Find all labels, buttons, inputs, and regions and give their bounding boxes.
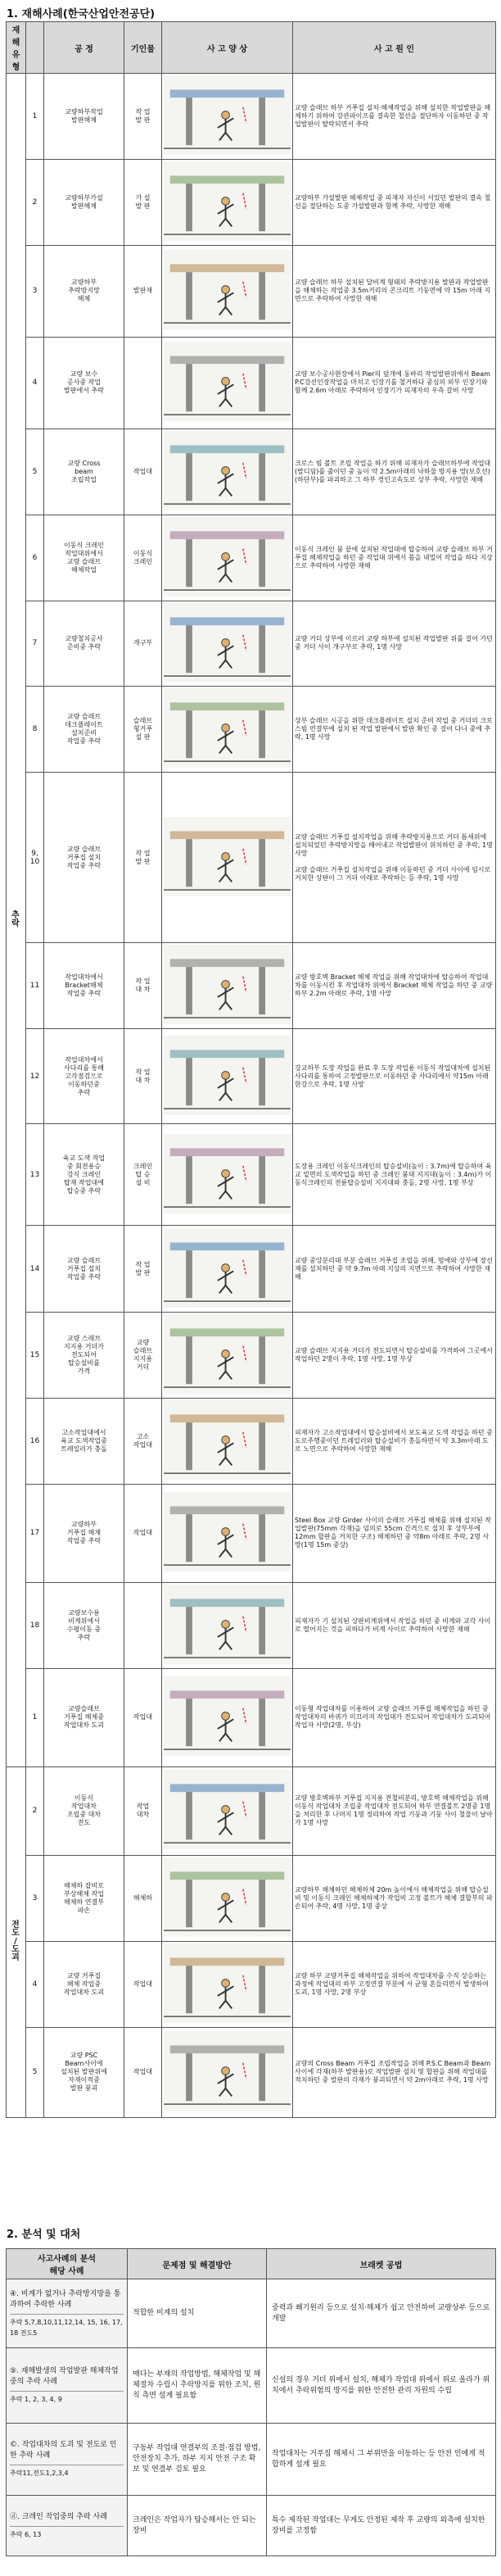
- column-header: 문제점 및 해결방안: [128, 2249, 267, 2279]
- cause-cell: 피재자가 고소작업대에서 탑승설비에서 보도육교 도색 작업을 하던 중 도로주행중이던 트레일러와 탑승설비가 충돌하면서 약 3.3m아래 도로 노면으로 추락하여 사망한 재해: [293, 1399, 496, 1485]
- cause-cell: 교량 슬래브 하부 거푸집 설치·해체작업을 위해 설치한 작업발판을 해체하기 위하여 강관파이프를 결속한 철선을 절단하자 이동하던 중 작업발판이 탈락되면서 추락: [293, 74, 496, 160]
- process-cell: 교량하부 거푸집 해체 작업중 추락: [44, 1484, 124, 1582]
- accident-sketch-image: [164, 1857, 291, 1937]
- equipment-cell: [124, 337, 162, 429]
- case-condition-cell: [7, 2348, 128, 2424]
- cause-cell: 교량 방호벽 Bracket 해체 작업을 위해 작업대차에 탑승하여 작업대차를 이동시킨 후 작업대차 위에서 Bracket 해체 작업을 하던 중 교량 하부 2.2m 아래로 추락, 1명 사망: [293, 943, 496, 1029]
- accident-illustration: [162, 1029, 293, 1124]
- equipment-cell: 교량 슬래브 지지용 거더: [124, 1313, 162, 1399]
- equipment-cell: 작업 대차: [124, 1766, 162, 1855]
- equipment-cell: 작업대: [124, 429, 162, 515]
- cause-cell: 피재자가 기 설치된 상판비계위에서 작업을 하던 중 비계와 교각 사이로 떨어지는 것을 피하다가 비계 사이로 추락하여 사망한 재해: [293, 1582, 496, 1668]
- table-header-row: [7, 2249, 496, 2279]
- process-cell: 교량하부가설 발판해체: [44, 159, 124, 245]
- table-row: [7, 1668, 496, 1766]
- table-row: [7, 1941, 496, 2027]
- accident-sketch-image: [164, 517, 291, 596]
- process-cell: 이동식 작업대차 조립중 대차 전도: [44, 1766, 124, 1855]
- accident-sketch-image: [164, 1314, 291, 1394]
- case-condition-cell: [7, 2496, 128, 2556]
- accident-sketch-image: [164, 1943, 291, 2023]
- table-row: [7, 1313, 496, 1399]
- equipment-cell: 이동식 크레인: [124, 515, 162, 601]
- case-number: 5: [26, 2027, 44, 2117]
- accident-illustration: [162, 515, 293, 601]
- case-number: 11: [26, 943, 44, 1029]
- accident-cases-table: [6, 21, 496, 2118]
- cause-cell: 교량 하부 교량거푸집 해체작업을 위하여 작업대차를 수직 상승하는 과정에 작업대의 하부 고정연결 부분에 서 균형 흔들리면서 발생하여 도괴, 1명 사망, 2명 부상: [293, 1941, 496, 2027]
- process-cell: 교량 Cross beam 조립작업: [44, 429, 124, 515]
- problem-solution-cell: 매다는 부재의 작업방법, 해체작업 및 해체절차 수립시 추락방지를 위한 조치, 원칙 측면 설계 필요함: [128, 2348, 267, 2424]
- accident-illustration: [162, 1855, 293, 1941]
- bracket-method-cell: 중력과 쐐기원리 등으로 설치·해체가 쉽고 안전하여 교량상부 등으로 개발: [267, 2279, 496, 2348]
- equipment-cell: [124, 1582, 162, 1668]
- case-condition: ©. 작업대차의 도괴 및 전도로 인한 추락 사례: [10, 2441, 117, 2460]
- accident-illustration: [162, 943, 293, 1029]
- equipment-cell: 작업대: [124, 1668, 162, 1766]
- accident-illustration: [162, 1582, 293, 1668]
- case-number: 4: [26, 337, 44, 429]
- cause-cell: Steel Box 교량 Girder 사이의 슬래브 거푸집 해체를 위해 설치된 작업발판(75mm 각재)을 임의로 55cm 간격으로 설치 후 상부부에 12mm 합판을 거치한 구조) 해체하던 중 약8m 아래로 추락, 2명 사망(1명 15m 중상): [293, 1484, 496, 1582]
- cause-cell: 교량의 Cross Beam 거푸집 조립작업을 위해 P.S.C Beam과 Beam 사이에 각재(하부 발판용)로 작업발판 설치 및 합판을 위해 작업대를 적치하던 중 발판의 각재가 붕괴되면서 약 2m아래로 추락, 1명 사망: [293, 2027, 496, 2117]
- accident-illustration: [162, 245, 293, 337]
- case-number: 14: [26, 1226, 44, 1313]
- problem-solution-cell: 적합한 비계의 설치: [128, 2279, 267, 2348]
- accident-illustration: [162, 1313, 293, 1399]
- cause-cell: 교량하부 해체하던 해체하체 20m 높이에서 해체작업을 위해 탑승설비 및 이동식 크레인 해체하체가 작업비 고정 볼트가 해체 결합부의 파손되어 추락, 4명 사망, 1명 중상: [293, 1855, 496, 1941]
- table-row: [7, 245, 496, 337]
- case-number: 3: [26, 245, 44, 337]
- accident-type-cell: 추 락: [7, 74, 26, 1767]
- process-cell: 작업대차에서 사다리를 통해 고각점검으로 이동하던중 추락: [44, 1029, 124, 1124]
- process-cell: 교량보수용 비계위에서 수평이동 중 추락: [44, 1582, 124, 1668]
- table-row: [7, 773, 496, 943]
- accident-illustration: [162, 1124, 293, 1226]
- equipment-cell: 작 업 대 차: [124, 1029, 162, 1124]
- accident-illustration: [162, 159, 293, 245]
- equipment-cell: 작 업 발 판: [124, 1226, 162, 1313]
- accident-illustration: [162, 2027, 293, 2117]
- cause-cell: 교량 중앙분리대 부분 슬래브 거푸집 조립을 위해, 멍에와 상부에 장선재를 설치하던 중 약 9.7m 아래 지상의 지면으로 추락하여 사망한 재해: [293, 1226, 496, 1313]
- table-row: [7, 515, 496, 601]
- bracket-method-cell: 신설의 경우 거더 위에서 설치, 해체가 작업대 위에서 위로 올라가 위치에서 추락위험의 방지를 위한 안전한 관리 차원의 수립: [267, 2348, 496, 2424]
- table-row: [7, 2496, 496, 2556]
- problem-solution-cell: 크레인은 작업자가 탑승해서는 안 되는 장비: [128, 2496, 267, 2556]
- column-header: [26, 22, 44, 74]
- accident-sketch-image: [164, 688, 291, 768]
- case-number: 13: [26, 1124, 44, 1226]
- accident-sketch-image: [164, 817, 291, 896]
- process-cell: 교량 슬래브 데크플레이트 설치준비 작업중 추락: [44, 687, 124, 773]
- bracket-method-cell: 작업대차는 거푸집 해체시 그 부위만을 이동하는 등 안전 인에게 적합하게 설계 필요: [267, 2424, 496, 2496]
- analysis-section-heading: 2. 분석 및 대처: [7, 2229, 81, 2241]
- column-header: 재해 유형: [7, 22, 26, 74]
- accident-section-heading: 1. 재해사례(한국산업안전공단): [7, 8, 156, 20]
- accident-illustration: [162, 337, 293, 429]
- cause-cell: 상부 슬래브 시공을 위한 데크플레이트 설치 준비 작업 중 거더의 크로스빔 연결부에 설치 된 작업 발판에서 발판 확인 중 걸어 다니 중에 추락, 1명 사망: [293, 687, 496, 773]
- cause-cell: 교량 슬래브 하부 설치된 달비계 형태의 추락방지용 발판과 작업발판을 해체하는 작업중 3.5m거리의 콘크리트 기둥면에 약 15m 아래 지면으로 추락하여 사망한 재해: [293, 245, 496, 337]
- accident-sketch-image: [164, 342, 291, 421]
- table-row: [7, 687, 496, 773]
- accident-illustration: [162, 1668, 293, 1766]
- column-header: 기인물: [124, 22, 162, 74]
- cause-cell: 교량 슬래브 거푸집 설치작업을 위해 추락방지용으로 거더 틈새위에 설치되었던 추락방지망을 떼어내고 작업발판이 위치하던 중 추락, 1명 사망 교량 슬래브 거푸집 설치작업을 위해 이동하던 중 거더 사이에 임시로 거치한 상판이 그 거더 아래로 추락하는 등 추락, 1명 사망: [293, 773, 496, 943]
- accident-illustration: [162, 1226, 293, 1313]
- table-row: [7, 74, 496, 160]
- equipment-cell: 작 업 발 판: [124, 74, 162, 160]
- process-cell: 작업대차에서 Bracket해체 작업중 추락: [44, 943, 124, 1029]
- table-row: [7, 159, 496, 245]
- process-cell: 교량 거푸집 해체 작업중 작업대차 도괴: [44, 1941, 124, 2027]
- table-row: [7, 2424, 496, 2496]
- process-cell: 육교 도색 작업 중 회전용승 강식 크레인 탑재 작업대에 탑승중 추락: [44, 1124, 124, 1226]
- case-number: 1: [26, 74, 44, 160]
- table-row: [7, 1124, 496, 1226]
- table-row: [7, 2348, 496, 2424]
- accident-sketch-image: [164, 1036, 291, 1115]
- accident-illustration: [162, 687, 293, 773]
- accident-illustration: [162, 1484, 293, 1582]
- table-row: [7, 429, 496, 515]
- cause-cell: 교량 방호벽하부 거푸집 지지용 전철비분리, 방호벽 해체작업을 위해 이동식 작업대차 조립중 작업대차 전도되어 하부 연결볼트 2명중 1명을 처리한 후 나머지 1명 정리하여 작업 기둥과 기둥 사이 철물이 날아가 1명 사망: [293, 1766, 496, 1855]
- cause-cell: 교량 보수공사현장에서 Pier의 덮개에 동바리 작업발판위에서 Beam P.C강선인장작업을 마치고 인장기를 철거하다 중심의 외부 인장기와 함께 2.6m 아래로 추락하여 인장기가 피재자의 우측 갈비 사망: [293, 337, 496, 429]
- accident-sketch-image: [164, 2031, 291, 2111]
- table-row: [7, 2027, 496, 2117]
- equipment-cell: 개구부: [124, 601, 162, 687]
- case-numbers: 추락 5,7,8,10,11,12,14, 15, 16, 17, 18 전도5: [10, 2314, 124, 2338]
- equipment-cell: 크레인 탑 승 설 비: [124, 1124, 162, 1226]
- table-row: [7, 943, 496, 1029]
- accident-illustration: [162, 74, 293, 160]
- case-number: 3: [26, 1855, 44, 1941]
- process-cell: 이동식 크레인 작업대위에서 교량 슬래브 해체작업: [44, 515, 124, 601]
- case-number: 2: [26, 1766, 44, 1855]
- accident-illustration: [162, 1399, 293, 1485]
- table-row: [7, 2279, 496, 2348]
- process-cell: 교량 PSC Beam사이에 설치된 발판위에 자재이적중 발판 붕괴: [44, 2027, 124, 2117]
- equipment-cell: 작업대: [124, 1941, 162, 2027]
- column-header: 사 고 원 인: [293, 22, 496, 74]
- equipment-cell: 작 업 발 판: [124, 773, 162, 943]
- accident-sketch-image: [164, 250, 291, 329]
- case-condition-cell: [7, 2279, 128, 2348]
- process-cell: 교량슬래브 거푸집 해체중 작업대차 도괴: [44, 1668, 124, 1766]
- cause-cell: 크로스 빔 볼트 조립 작업을 하기 위해 피재자가 슬래브하부에 작업대(발디딤)를 출이던 중 높이 약 2.5m아래의 낙하물 방지용 망(보호선)(하단부)를 파괴하고 그 하부 경인고속도로 상부 추락, 사망한 재해: [293, 429, 496, 515]
- table-header-row: [7, 22, 496, 74]
- process-cell: 교량하부작업 발판해체: [44, 74, 124, 160]
- cause-cell: 이동식 크레인 붐 끝에 설치된 작업대에 탑승하여 교량 슬래브 하부 거푸집 해체작업을 하던 중 작업대 위에서 몸을 내밀어 작업을 하다 지상으로 추락하여 사망한 재해: [293, 515, 496, 601]
- case-number: 5: [26, 429, 44, 515]
- cause-cell: 교량 슬래브 지지용 거더가 전도되면서 탑승설비를 가격하여 그곳에서 작업하던 2명이 추락, 1명 사망, 1명 부상: [293, 1313, 496, 1399]
- case-number: 7: [26, 601, 44, 687]
- equipment-cell: 가 설 발 판: [124, 159, 162, 245]
- case-condition: ⓓ. 크레인 작업중의 추락 사례: [10, 2512, 107, 2521]
- case-condition: ⑤. 재해발생의 작업발판 해체작업 중의 추락 사례: [10, 2367, 119, 2386]
- process-cell: 교량 스래브 지지용 거더가 전도되어 탑승설비를 가격: [44, 1313, 124, 1399]
- table-row: [7, 1029, 496, 1124]
- accident-illustration: [162, 429, 293, 515]
- cause-cell: 교량 거더 상부에 이르러 교량 하부에 설치된 작업발판 위를 걸어 가던 중 거더 사이 개구부로 추락, 1명 사망: [293, 601, 496, 687]
- accident-sketch-image: [164, 431, 291, 510]
- process-cell: 해체하 잡비로 부상해체 작업 해체하 연결부 파손: [44, 1855, 124, 1941]
- case-number: 4: [26, 1941, 44, 2027]
- cause-cell: 강교하부 도장 작업을 완료 후 도장 작업용 이동식 작업대차에 설치된 사다리를 통하여 고정발판으로 이동하던 중 사다리에서 약15m 아래 한강으로 추락, 1명 사망: [293, 1029, 496, 1124]
- equipment-cell: 작 업 대 차: [124, 943, 162, 1029]
- accident-illustration: [162, 1766, 293, 1855]
- accident-illustration: [162, 601, 293, 687]
- case-number: 1: [26, 1668, 44, 1766]
- accident-sketch-image: [164, 1585, 291, 1664]
- equipment-cell: 고소 작업대: [124, 1399, 162, 1485]
- case-numbers: 추락 1, 2, 3, 4, 9: [10, 2391, 124, 2405]
- equipment-cell: 슬래브 형거푸 설 판: [124, 687, 162, 773]
- case-number: 9, 10: [26, 773, 44, 943]
- accident-sketch-image: [164, 1770, 291, 1849]
- accident-sketch-image: [164, 1492, 291, 1571]
- process-cell: 교량 보수 공사중 작업 발판에서 추락: [44, 337, 124, 429]
- bracket-method-cell: 특수 제작된 작업대는 무게도 안정된 제작 후 교량의 외측에 설치한 장비를 고정함: [267, 2496, 496, 2556]
- process-cell: 교량 슬래브 거푸집 설치 작업중 추락: [44, 1226, 124, 1313]
- case-number: 17: [26, 1484, 44, 1582]
- accident-type-cell: 전도 / 도괴: [7, 1766, 26, 2117]
- case-number: 12: [26, 1029, 44, 1124]
- table-row: [7, 1855, 496, 1941]
- process-cell: 교량하부 추락방지망 해체: [44, 245, 124, 337]
- process-cell: 고소작업대에서 육교 도색작업중 트레일러가 충돌: [44, 1399, 124, 1485]
- case-number: 8: [26, 687, 44, 773]
- accident-sketch-image: [164, 945, 291, 1024]
- column-header: 공 정: [44, 22, 124, 74]
- equipment-cell: 해체하: [124, 1855, 162, 1941]
- cause-cell: 도장용 크레인 이동식크레인의 탑승설비(높이 : 3.7m)에 탑승하여 육교 밑면의 도색작업을 하던 중 크레인 붐대 지지대(높이 : 3.4m)가 이동식크레인의 전륜탑승설비 지지대와 충돌, 2명 사망, 1명 부상: [293, 1124, 496, 1226]
- accident-illustration: [162, 1941, 293, 2027]
- problem-solution-cell: 구동부 작업대 연결부의 조절·점검 방법, 안전장치 추가, 하부 지지 안전 구조 확보 및 연결부 검토 필요: [128, 2424, 267, 2496]
- accident-sketch-image: [164, 1400, 291, 1480]
- process-cell: 교량철치공사 준비중 추락: [44, 601, 124, 687]
- accident-illustration: [162, 773, 293, 943]
- equipment-cell: 작업대: [124, 2027, 162, 2117]
- table-row: [7, 1582, 496, 1668]
- cause-cell: 이동형 작업대차를 이용하여 교량 슬래브 거푸집 해체작업을 하던 중 작업대차의 바퀴가 미끄러져 작업대가 전도되어 작업대차가 도괴되어 작업자 사망(2명, 부상): [293, 1668, 496, 1766]
- column-header: 브래켓 공법: [267, 2249, 496, 2279]
- case-number: 15: [26, 1313, 44, 1399]
- column-header: 사 고 양 상: [162, 22, 293, 74]
- cause-cell: 교량하부 가설발판 해체작업 중 피재자 자신이 서있던 발판의 결속 철선을 절단하는 도중 가설발판과 함께 추락, 사망한 재해: [293, 159, 496, 245]
- table-row: [7, 337, 496, 429]
- analysis-table: [6, 2248, 496, 2556]
- accident-sketch-image: [164, 1676, 291, 1756]
- table-row: [7, 1766, 496, 1855]
- table-row: [7, 601, 496, 687]
- column-header: 사고사례의 분석 해당 사례: [7, 2249, 128, 2279]
- case-number: 18: [26, 1582, 44, 1668]
- accident-sketch-image: [164, 161, 291, 241]
- case-number: 16: [26, 1399, 44, 1485]
- accident-sketch-image: [164, 1134, 291, 1213]
- table-row: [7, 1399, 496, 1485]
- case-number: 6: [26, 515, 44, 601]
- case-numbers: 추락11,전도1,2,3,4: [10, 2465, 124, 2478]
- accident-sketch-image: [164, 603, 291, 683]
- case-numbers: 추락 6, 13: [10, 2526, 124, 2540]
- equipment-cell: 발판재: [124, 245, 162, 337]
- process-cell: 교량 슬래브 거푸집 설치 작업중 추락: [44, 773, 124, 943]
- case-number: 2: [26, 159, 44, 245]
- table-row: [7, 1226, 496, 1313]
- case-condition: ④. 비계가 없거나 추락방지망을 통과하여 추락한 사례: [10, 2289, 121, 2309]
- equipment-cell: 작업대: [124, 1484, 162, 1582]
- case-condition-cell: [7, 2424, 128, 2496]
- accident-sketch-image: [164, 75, 291, 155]
- table-row: [7, 1484, 496, 1582]
- accident-sketch-image: [164, 1228, 291, 1308]
